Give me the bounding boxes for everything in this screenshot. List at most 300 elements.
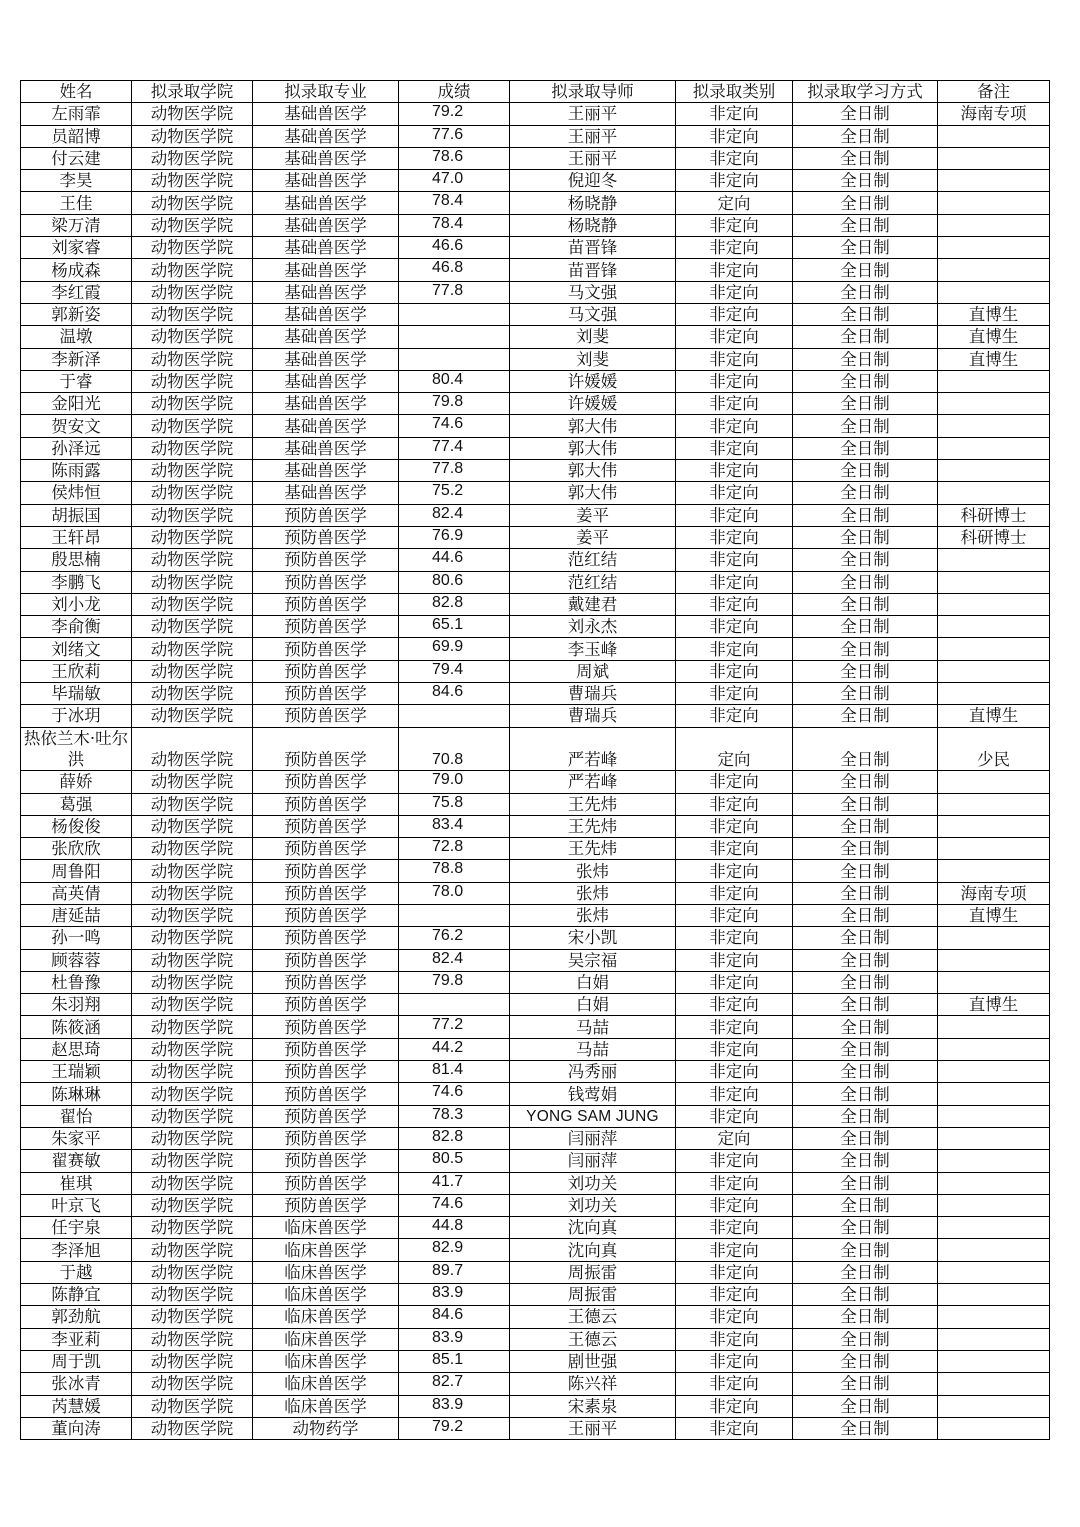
table-row <box>21 147 1050 169</box>
table-row <box>21 237 1050 259</box>
cell-study-mode: 全日制 <box>793 1127 938 1149</box>
table-row <box>21 348 1050 370</box>
cell-name: 朱家平 <box>21 1127 132 1149</box>
table-row <box>21 882 1050 904</box>
table-row <box>21 593 1050 615</box>
cell-name: 孙一鸣 <box>21 927 132 949</box>
cell-category: 非定向 <box>676 683 793 705</box>
cell-category: 非定向 <box>676 259 793 281</box>
cell-major: 预防兽医学 <box>253 1127 399 1149</box>
table-row <box>21 259 1050 281</box>
cell-major: 预防兽医学 <box>253 705 399 727</box>
table-row <box>21 1194 1050 1216</box>
cell-name: 董向涛 <box>21 1417 132 1439</box>
cell-college: 动物医学院 <box>132 771 253 793</box>
cell-note <box>938 281 1050 303</box>
cell-score: 65.1 <box>399 616 510 638</box>
cell-note <box>938 638 1050 660</box>
cell-study-mode: 全日制 <box>793 994 938 1016</box>
cell-score: 41.7 <box>399 1172 510 1194</box>
cell-advisor: 郭大伟 <box>510 437 676 459</box>
cell-college: 动物医学院 <box>132 214 253 236</box>
cell-note <box>938 815 1050 837</box>
cell-college: 动物医学院 <box>132 1038 253 1060</box>
cell-note <box>938 616 1050 638</box>
cell-score: 79.2 <box>399 103 510 125</box>
cell-name: 葛强 <box>21 793 132 815</box>
cell-name: 温墩 <box>21 326 132 348</box>
cell-study-mode: 全日制 <box>793 1328 938 1350</box>
cell-study-mode: 全日制 <box>793 571 938 593</box>
cell-study-mode: 全日制 <box>793 437 938 459</box>
table-row <box>21 1395 1050 1417</box>
cell-score: 79.8 <box>399 971 510 993</box>
cell-note <box>938 1417 1050 1439</box>
cell-study-mode: 全日制 <box>793 1373 938 1395</box>
cell-note <box>938 593 1050 615</box>
cell-score <box>399 904 510 926</box>
cell-study-mode: 全日制 <box>793 793 938 815</box>
cell-advisor: 郭大伟 <box>510 460 676 482</box>
cell-category: 非定向 <box>676 1417 793 1439</box>
cell-advisor: 闫丽萍 <box>510 1150 676 1172</box>
cell-college: 动物医学院 <box>132 638 253 660</box>
table-row <box>21 616 1050 638</box>
header-category: 拟录取类别 <box>676 81 793 103</box>
cell-category: 定向 <box>676 727 793 771</box>
table-row <box>21 1061 1050 1083</box>
cell-college: 动物医学院 <box>132 616 253 638</box>
cell-note <box>938 1150 1050 1172</box>
cell-college: 动物医学院 <box>132 815 253 837</box>
cell-category: 非定向 <box>676 1172 793 1194</box>
table-row <box>21 370 1050 392</box>
table-row <box>21 460 1050 482</box>
cell-advisor: 戴建君 <box>510 593 676 615</box>
cell-score: 81.4 <box>399 1061 510 1083</box>
cell-advisor: 周振雷 <box>510 1284 676 1306</box>
cell-advisor: 马文强 <box>510 281 676 303</box>
table-row <box>21 1373 1050 1395</box>
cell-college: 动物医学院 <box>132 1061 253 1083</box>
cell-score <box>399 994 510 1016</box>
cell-college: 动物医学院 <box>132 1239 253 1261</box>
cell-advisor: 周振雷 <box>510 1261 676 1283</box>
cell-study-mode: 全日制 <box>793 237 938 259</box>
cell-study-mode: 全日制 <box>793 1350 938 1372</box>
header-score: 成绩 <box>399 81 510 103</box>
cell-category: 定向 <box>676 192 793 214</box>
cell-category: 非定向 <box>676 370 793 392</box>
cell-score: 83.9 <box>399 1284 510 1306</box>
cell-category: 非定向 <box>676 793 793 815</box>
cell-name: 周于凯 <box>21 1350 132 1372</box>
cell-advisor: 刘斐 <box>510 348 676 370</box>
cell-note: 少民 <box>938 727 1050 771</box>
cell-score: 77.6 <box>399 125 510 147</box>
cell-category: 非定向 <box>676 125 793 147</box>
cell-category: 非定向 <box>676 1150 793 1172</box>
table-row <box>21 860 1050 882</box>
cell-college: 动物医学院 <box>132 549 253 571</box>
cell-name: 李红霞 <box>21 281 132 303</box>
cell-college: 动物医学院 <box>132 437 253 459</box>
cell-study-mode: 全日制 <box>793 638 938 660</box>
cell-note <box>938 1083 1050 1105</box>
cell-score: 74.6 <box>399 1083 510 1105</box>
cell-name: 殷思楠 <box>21 549 132 571</box>
cell-category: 非定向 <box>676 303 793 325</box>
cell-name: 刘家睿 <box>21 237 132 259</box>
cell-score: 79.8 <box>399 393 510 415</box>
cell-name: 毕瑞敏 <box>21 683 132 705</box>
cell-study-mode: 全日制 <box>793 727 938 771</box>
table-row <box>21 1127 1050 1149</box>
cell-college: 动物医学院 <box>132 103 253 125</box>
cell-name: 热依兰木·吐尔洪 <box>21 727 132 771</box>
cell-college: 动物医学院 <box>132 259 253 281</box>
cell-note <box>938 1261 1050 1283</box>
cell-major: 预防兽医学 <box>253 660 399 682</box>
cell-advisor: 王丽平 <box>510 125 676 147</box>
table-row <box>21 549 1050 571</box>
cell-advisor: 张炜 <box>510 904 676 926</box>
table-row <box>21 326 1050 348</box>
cell-name: 王轩昂 <box>21 526 132 548</box>
cell-name: 李亚莉 <box>21 1328 132 1350</box>
cell-study-mode: 全日制 <box>793 1261 938 1283</box>
cell-name: 李俞衡 <box>21 616 132 638</box>
cell-score: 44.6 <box>399 549 510 571</box>
cell-advisor: 王丽平 <box>510 103 676 125</box>
cell-score: 85.1 <box>399 1350 510 1372</box>
cell-name: 周鲁阳 <box>21 860 132 882</box>
cell-college: 动物医学院 <box>132 1306 253 1328</box>
cell-college: 动物医学院 <box>132 1194 253 1216</box>
cell-major: 预防兽医学 <box>253 571 399 593</box>
cell-college: 动物医学院 <box>132 1395 253 1417</box>
cell-study-mode: 全日制 <box>793 259 938 281</box>
cell-category: 非定向 <box>676 1083 793 1105</box>
cell-major: 基础兽医学 <box>253 103 399 125</box>
cell-college: 动物医学院 <box>132 1284 253 1306</box>
cell-college: 动物医学院 <box>132 370 253 392</box>
cell-name: 李泽旭 <box>21 1239 132 1261</box>
cell-college: 动物医学院 <box>132 303 253 325</box>
cell-note <box>938 1239 1050 1261</box>
cell-category: 非定向 <box>676 281 793 303</box>
cell-note: 直博生 <box>938 904 1050 926</box>
cell-score: 72.8 <box>399 838 510 860</box>
header-college: 拟录取学院 <box>132 81 253 103</box>
cell-category: 非定向 <box>676 771 793 793</box>
cell-major: 基础兽医学 <box>253 415 399 437</box>
cell-major: 预防兽医学 <box>253 1150 399 1172</box>
cell-major: 预防兽医学 <box>253 771 399 793</box>
cell-note <box>938 259 1050 281</box>
cell-category: 非定向 <box>676 526 793 548</box>
cell-category: 非定向 <box>676 705 793 727</box>
cell-major: 基础兽医学 <box>253 259 399 281</box>
cell-college: 动物医学院 <box>132 904 253 926</box>
cell-score: 82.9 <box>399 1239 510 1261</box>
cell-note: 直博生 <box>938 994 1050 1016</box>
cell-major: 预防兽医学 <box>253 504 399 526</box>
table-row <box>21 994 1050 1016</box>
cell-score: 78.3 <box>399 1105 510 1127</box>
cell-name: 芮慧媛 <box>21 1395 132 1417</box>
cell-major: 预防兽医学 <box>253 793 399 815</box>
cell-score: 83.9 <box>399 1328 510 1350</box>
cell-name: 李新泽 <box>21 348 132 370</box>
cell-note <box>938 1350 1050 1372</box>
cell-college: 动物医学院 <box>132 1261 253 1283</box>
cell-note <box>938 1038 1050 1060</box>
cell-name: 陈雨露 <box>21 460 132 482</box>
cell-score: 78.6 <box>399 147 510 169</box>
cell-major: 基础兽医学 <box>253 147 399 169</box>
table-row <box>21 949 1050 971</box>
cell-name: 陈筱涵 <box>21 1016 132 1038</box>
cell-score: 78.4 <box>399 192 510 214</box>
cell-score: 77.8 <box>399 281 510 303</box>
cell-score: 83.4 <box>399 815 510 837</box>
cell-score: 84.6 <box>399 683 510 705</box>
table-row <box>21 838 1050 860</box>
cell-note <box>938 927 1050 949</box>
cell-name: 侯炜恒 <box>21 482 132 504</box>
cell-study-mode: 全日制 <box>793 147 938 169</box>
cell-score: 82.8 <box>399 593 510 615</box>
cell-college: 动物医学院 <box>132 348 253 370</box>
cell-category: 非定向 <box>676 904 793 926</box>
cell-major: 基础兽医学 <box>253 192 399 214</box>
cell-major: 基础兽医学 <box>253 125 399 147</box>
cell-advisor: 马喆 <box>510 1038 676 1060</box>
cell-score: 80.4 <box>399 370 510 392</box>
cell-score: 46.8 <box>399 259 510 281</box>
cell-note <box>938 192 1050 214</box>
cell-note <box>938 1284 1050 1306</box>
cell-major: 临床兽医学 <box>253 1284 399 1306</box>
cell-name: 王瑞颖 <box>21 1061 132 1083</box>
cell-category: 非定向 <box>676 326 793 348</box>
cell-college: 动物医学院 <box>132 994 253 1016</box>
cell-category: 非定向 <box>676 1395 793 1417</box>
cell-major: 基础兽医学 <box>253 326 399 348</box>
cell-college: 动物医学院 <box>132 147 253 169</box>
cell-score: 78.4 <box>399 214 510 236</box>
cell-advisor: 倪迎冬 <box>510 170 676 192</box>
cell-study-mode: 全日制 <box>793 771 938 793</box>
cell-study-mode: 全日制 <box>793 526 938 548</box>
cell-score: 70.8 <box>399 727 510 771</box>
cell-college: 动物医学院 <box>132 949 253 971</box>
cell-major: 预防兽医学 <box>253 727 399 771</box>
cell-advisor: 王德云 <box>510 1306 676 1328</box>
table-row <box>21 1284 1050 1306</box>
table-row <box>21 1217 1050 1239</box>
cell-category: 非定向 <box>676 1217 793 1239</box>
cell-study-mode: 全日制 <box>793 549 938 571</box>
cell-major: 预防兽医学 <box>253 593 399 615</box>
cell-note <box>938 437 1050 459</box>
cell-name: 陈琳琳 <box>21 1083 132 1105</box>
cell-name: 杨成森 <box>21 259 132 281</box>
table-row <box>21 1016 1050 1038</box>
cell-category: 非定向 <box>676 949 793 971</box>
cell-study-mode: 全日制 <box>793 949 938 971</box>
cell-score: 75.8 <box>399 793 510 815</box>
cell-advisor: 马喆 <box>510 1016 676 1038</box>
cell-major: 预防兽医学 <box>253 904 399 926</box>
cell-category: 非定向 <box>676 971 793 993</box>
cell-study-mode: 全日制 <box>793 415 938 437</box>
cell-study-mode: 全日制 <box>793 1038 938 1060</box>
cell-name: 翟赛敏 <box>21 1150 132 1172</box>
cell-score: 80.6 <box>399 571 510 593</box>
cell-study-mode: 全日制 <box>793 1284 938 1306</box>
table-row <box>21 125 1050 147</box>
cell-category: 非定向 <box>676 860 793 882</box>
cell-note <box>938 793 1050 815</box>
table-row <box>21 971 1050 993</box>
table-row <box>21 170 1050 192</box>
cell-study-mode: 全日制 <box>793 1239 938 1261</box>
table-row <box>21 281 1050 303</box>
cell-category: 非定向 <box>676 593 793 615</box>
cell-note <box>938 170 1050 192</box>
cell-advisor: 郭大伟 <box>510 482 676 504</box>
cell-study-mode: 全日制 <box>793 660 938 682</box>
cell-college: 动物医学院 <box>132 593 253 615</box>
cell-study-mode: 全日制 <box>793 1395 938 1417</box>
cell-advisor: 宋素泉 <box>510 1395 676 1417</box>
cell-note <box>938 1127 1050 1149</box>
cell-category: 非定向 <box>676 1306 793 1328</box>
cell-note <box>938 1105 1050 1127</box>
cell-score: 77.4 <box>399 437 510 459</box>
table-row <box>21 771 1050 793</box>
cell-study-mode: 全日制 <box>793 593 938 615</box>
table-row <box>21 1417 1050 1439</box>
cell-note <box>938 1373 1050 1395</box>
cell-category: 非定向 <box>676 1350 793 1372</box>
cell-name: 胡振国 <box>21 504 132 526</box>
cell-category: 非定向 <box>676 348 793 370</box>
table-row <box>21 904 1050 926</box>
cell-major: 预防兽医学 <box>253 971 399 993</box>
cell-note: 直博生 <box>938 326 1050 348</box>
cell-category: 非定向 <box>676 616 793 638</box>
cell-note: 直博生 <box>938 705 1050 727</box>
cell-category: 非定向 <box>676 103 793 125</box>
cell-college: 动物医学院 <box>132 1328 253 1350</box>
cell-major: 基础兽医学 <box>253 348 399 370</box>
cell-category: 非定向 <box>676 147 793 169</box>
cell-score: 44.8 <box>399 1217 510 1239</box>
cell-name: 刘绪文 <box>21 638 132 660</box>
cell-study-mode: 全日制 <box>793 1105 938 1127</box>
cell-major: 基础兽医学 <box>253 214 399 236</box>
cell-college: 动物医学院 <box>132 927 253 949</box>
cell-note <box>938 683 1050 705</box>
cell-category: 非定向 <box>676 1038 793 1060</box>
cell-major: 预防兽医学 <box>253 1105 399 1127</box>
cell-study-mode: 全日制 <box>793 1083 938 1105</box>
cell-score: 77.2 <box>399 1016 510 1038</box>
header-advisor: 拟录取导师 <box>510 81 676 103</box>
cell-name: 李昊 <box>21 170 132 192</box>
cell-score: 82.8 <box>399 1127 510 1149</box>
table-row <box>21 1172 1050 1194</box>
cell-study-mode: 全日制 <box>793 482 938 504</box>
cell-category: 非定向 <box>676 504 793 526</box>
cell-college: 动物医学院 <box>132 683 253 705</box>
cell-advisor: 沈向真 <box>510 1239 676 1261</box>
cell-score: 82.4 <box>399 504 510 526</box>
cell-category: 非定向 <box>676 571 793 593</box>
cell-major: 临床兽医学 <box>253 1395 399 1417</box>
cell-category: 非定向 <box>676 1239 793 1261</box>
cell-note: 科研博士 <box>938 526 1050 548</box>
cell-advisor: 刘永杰 <box>510 616 676 638</box>
header-note: 备注 <box>938 81 1050 103</box>
cell-category: 非定向 <box>676 1061 793 1083</box>
cell-score: 78.8 <box>399 860 510 882</box>
cell-note <box>938 1306 1050 1328</box>
cell-college: 动物医学院 <box>132 1417 253 1439</box>
cell-category: 非定向 <box>676 1328 793 1350</box>
cell-note <box>938 125 1050 147</box>
cell-advisor: 张炜 <box>510 882 676 904</box>
cell-major: 基础兽医学 <box>253 303 399 325</box>
cell-note <box>938 482 1050 504</box>
cell-note <box>938 1395 1050 1417</box>
cell-major: 临床兽医学 <box>253 1350 399 1372</box>
table-row <box>21 1239 1050 1261</box>
cell-major: 临床兽医学 <box>253 1217 399 1239</box>
cell-major: 预防兽医学 <box>253 1061 399 1083</box>
cell-advisor: 王先炜 <box>510 793 676 815</box>
cell-study-mode: 全日制 <box>793 460 938 482</box>
cell-study-mode: 全日制 <box>793 838 938 860</box>
cell-name: 高英倩 <box>21 882 132 904</box>
cell-name: 于睿 <box>21 370 132 392</box>
cell-name: 刘小龙 <box>21 593 132 615</box>
cell-college: 动物医学院 <box>132 415 253 437</box>
cell-major: 临床兽医学 <box>253 1373 399 1395</box>
cell-note: 海南专项 <box>938 103 1050 125</box>
cell-note <box>938 1194 1050 1216</box>
cell-study-mode: 全日制 <box>793 1194 938 1216</box>
cell-college: 动物医学院 <box>132 1016 253 1038</box>
cell-advisor: 王丽平 <box>510 147 676 169</box>
cell-score: 46.6 <box>399 237 510 259</box>
cell-note <box>938 147 1050 169</box>
cell-college: 动物医学院 <box>132 571 253 593</box>
cell-name: 郭劲航 <box>21 1306 132 1328</box>
cell-score: 79.4 <box>399 660 510 682</box>
table-row <box>21 526 1050 548</box>
cell-advisor: YONG SAM JUNG <box>510 1105 676 1127</box>
cell-major: 预防兽医学 <box>253 1038 399 1060</box>
cell-advisor: 杨晓静 <box>510 192 676 214</box>
table-row <box>21 683 1050 705</box>
cell-study-mode: 全日制 <box>793 1016 938 1038</box>
cell-score: 76.2 <box>399 927 510 949</box>
cell-college: 动物医学院 <box>132 482 253 504</box>
